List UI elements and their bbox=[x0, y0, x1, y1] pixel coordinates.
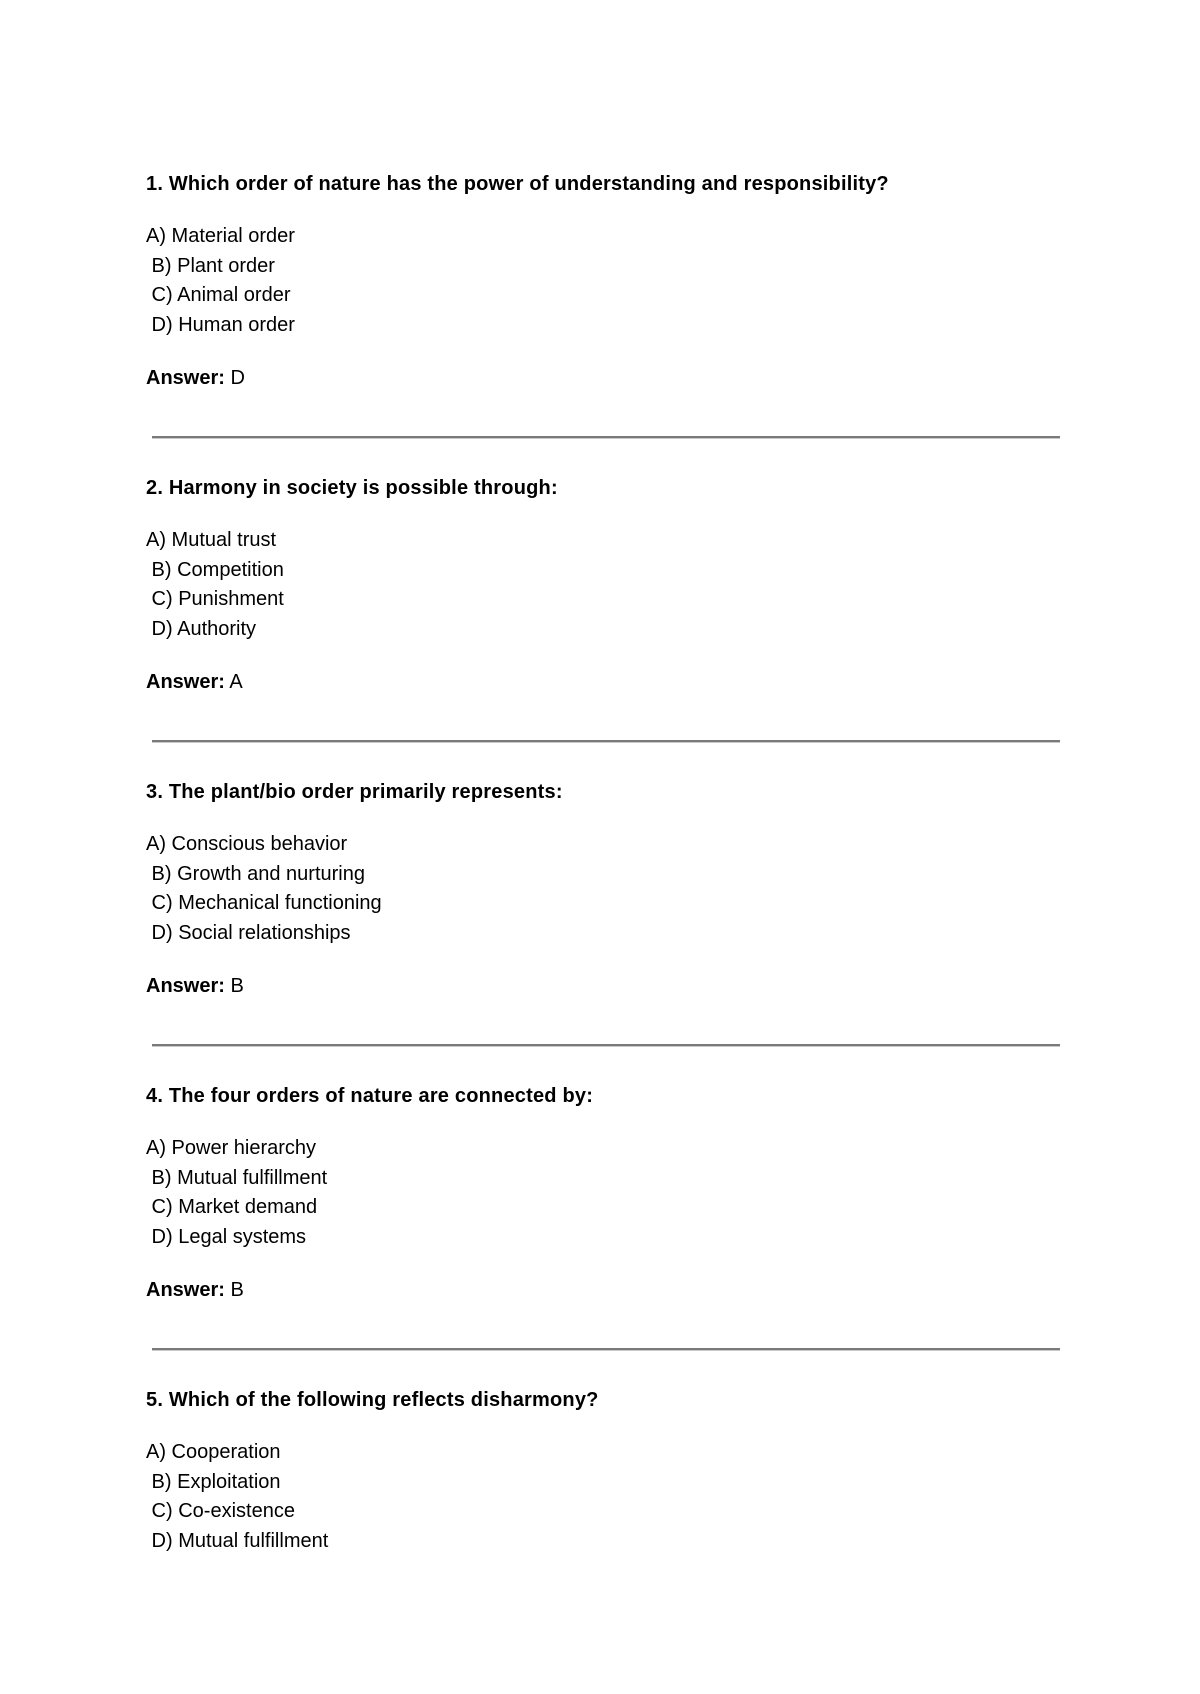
option-d: D) Authority bbox=[146, 617, 257, 640]
question-text-2: 2. Harmony in society is possible through: bbox=[146, 477, 558, 499]
question-block-3 bbox=[146, 780, 1066, 1084]
option-b: B) Exploitation bbox=[146, 1470, 281, 1493]
question-text-4: 4. The four orders of nature are connected by: bbox=[146, 1085, 594, 1107]
answer-line-1 bbox=[146, 366, 1066, 390]
option-c: C) Animal order bbox=[146, 284, 291, 306]
divider-1 bbox=[152, 436, 1060, 439]
question-block-1 bbox=[146, 172, 1066, 476]
option-a: A) Mutual trust bbox=[146, 529, 277, 551]
option-a: A) Cooperation bbox=[146, 1441, 281, 1463]
question-text-1: 1. Which order of nature has the power of understanding and responsibility? bbox=[146, 173, 889, 195]
options-list-5 bbox=[146, 1438, 1066, 1556]
answer-label: Answer: bbox=[146, 1279, 225, 1301]
answer-label: Answer: bbox=[146, 367, 225, 389]
option-a: A) Material order bbox=[146, 225, 295, 247]
question-text-3: 3. The plant/bio order primarily represents: bbox=[146, 781, 563, 803]
divider-4 bbox=[152, 1348, 1060, 1351]
answer-value: A bbox=[224, 671, 243, 693]
quiz-content bbox=[146, 172, 1066, 1692]
question-block-2 bbox=[146, 476, 1066, 780]
options-list-1 bbox=[146, 222, 1066, 340]
answer-line-3 bbox=[146, 974, 1066, 998]
answer-value: B bbox=[224, 975, 244, 997]
options-list-2 bbox=[146, 526, 1066, 644]
option-c: C) Punishment bbox=[146, 588, 284, 610]
option-b: B) Mutual fulfillment bbox=[146, 1166, 328, 1189]
question-block-4 bbox=[146, 1084, 1066, 1388]
option-c: C) Market demand bbox=[146, 1196, 318, 1218]
options-list-3 bbox=[146, 830, 1066, 948]
answer-line-4 bbox=[146, 1278, 1066, 1302]
option-d: D) Mutual fulfillment bbox=[146, 1529, 329, 1552]
option-b: B) Competition bbox=[146, 558, 284, 581]
options-list-4 bbox=[146, 1134, 1066, 1252]
option-a: A) Conscious behavior bbox=[146, 833, 348, 855]
divider-3 bbox=[152, 1044, 1060, 1047]
answer-value: B bbox=[224, 1279, 244, 1301]
option-d: D) Legal systems bbox=[146, 1225, 307, 1248]
question-text-5: 5. Which of the following reflects disharmony? bbox=[146, 1389, 599, 1411]
option-d: D) Social relationships bbox=[146, 921, 351, 944]
option-b: B) Plant order bbox=[146, 254, 275, 277]
answer-label: Answer: bbox=[146, 975, 225, 997]
option-b: B) Growth and nurturing bbox=[146, 862, 365, 885]
answer-label: Answer: bbox=[146, 671, 225, 693]
answer-value: D bbox=[224, 367, 245, 389]
question-block-5 bbox=[146, 1388, 1066, 1692]
option-c: C) Co-existence bbox=[146, 1500, 295, 1522]
option-a: A) Power hierarchy bbox=[146, 1137, 317, 1159]
option-c: C) Mechanical functioning bbox=[146, 892, 382, 914]
option-d: D) Human order bbox=[146, 313, 295, 336]
answer-line-2 bbox=[146, 670, 1066, 694]
divider-2 bbox=[152, 740, 1060, 743]
